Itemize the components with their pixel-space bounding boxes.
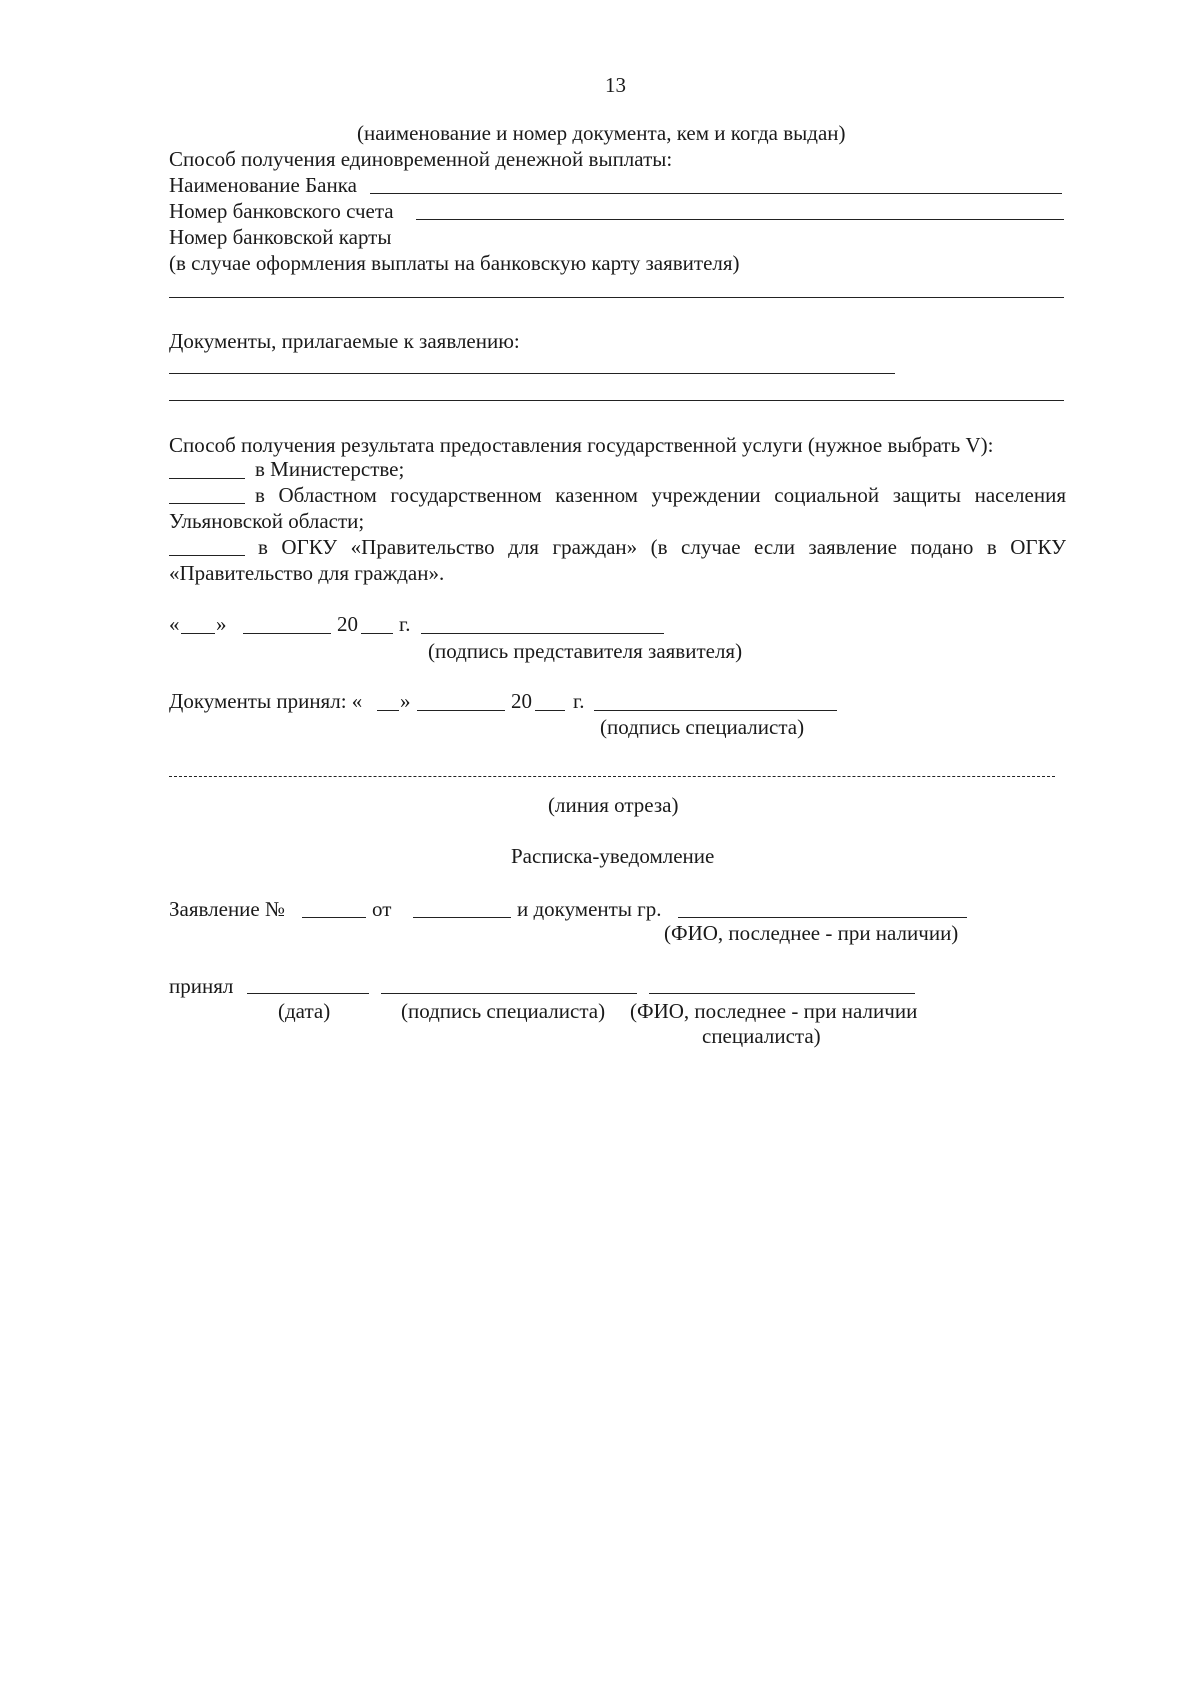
account-label: Номер банковского счета — [169, 199, 394, 223]
receipt-date-caption: (дата) — [278, 999, 331, 1023]
receipt-title: Расписка-уведомление — [511, 844, 715, 868]
citizen-fio-field[interactable] — [678, 917, 967, 918]
page-number: 13 — [605, 73, 626, 97]
attachments-field-2[interactable] — [169, 400, 1064, 401]
receipt-specialist-signature-caption: (подпись специалиста) — [401, 999, 606, 1023]
accepted-label: Документы принял: « — [169, 689, 363, 713]
result-heading: Способ получения результата предоставления государственной услуги (нужное выбрать V): — [169, 433, 994, 457]
attachments-field-1[interactable] — [169, 373, 895, 374]
cut-line — [169, 776, 1055, 777]
attachments-heading: Документы, прилагаемые к заявлению: — [169, 329, 520, 353]
bank-name-field[interactable] — [370, 193, 1062, 194]
receipt-accepted-label: принял — [169, 974, 234, 998]
payment-heading: Способ получения единовременной денежной выплаты: — [169, 147, 673, 171]
accepted-day-field[interactable] — [377, 710, 399, 711]
accepted-month-field[interactable] — [417, 710, 505, 711]
sign-quote-close: » — [216, 612, 227, 636]
citizen-fio-caption: (ФИО, последнее - при наличии) — [664, 921, 959, 945]
application-number-field[interactable] — [302, 917, 366, 918]
account-field[interactable] — [416, 219, 1064, 220]
result-option2-label-line2: Ульяновской области; — [169, 509, 365, 533]
sign-day-field[interactable] — [181, 633, 215, 634]
accepted-year-prefix: 20 — [511, 689, 532, 713]
result-option3-label-line2: «Правительство для граждан». — [169, 561, 445, 585]
representative-signature-caption: (подпись представителя заявителя) — [428, 639, 743, 663]
application-number-label: Заявление № — [169, 897, 286, 921]
receipt-specialist-fio-caption-line2: специалиста) — [702, 1024, 821, 1048]
result-option1-checkbox[interactable] — [169, 478, 245, 479]
result-option3-checkbox[interactable] — [169, 555, 245, 556]
sign-month-field[interactable] — [243, 633, 331, 634]
receipt-specialist-fio-field[interactable] — [649, 993, 915, 994]
receipt-specialist-signature-field[interactable] — [381, 993, 637, 994]
result-option2-checkbox[interactable] — [169, 503, 245, 504]
accepted-quote-close: » — [400, 689, 411, 713]
result-option2-label-line1: в Областном государственном казенном учреждении социальной защиты населения — [255, 483, 1066, 507]
specialist-signature-field[interactable] — [594, 710, 837, 711]
cut-line-caption: (линия отреза) — [548, 793, 679, 817]
result-option3-label-line1: в ОГКУ «Правительство для граждан» (в случае если заявление подано в ОГКУ — [258, 535, 1066, 559]
card-label: Номер банковской карты — [169, 225, 392, 249]
receipt-specialist-fio-caption-line1: (ФИО, последнее - при наличии — [630, 999, 918, 1023]
bank-name-label: Наименование Банка — [169, 173, 357, 197]
specialist-signature-caption: (подпись специалиста) — [600, 715, 805, 739]
sign-quote-open: « — [169, 612, 180, 636]
sign-year-suffix: г. — [399, 612, 411, 636]
card-note: (в случае оформления выплаты на банковскую карту заявителя) — [169, 251, 740, 275]
result-option1-label: в Министерстве; — [255, 457, 405, 481]
document-caption: (наименование и номер документа, кем и когда выдан) — [357, 121, 846, 145]
receipt-date-field[interactable] — [247, 993, 369, 994]
representative-signature-field[interactable] — [421, 633, 664, 634]
application-from-label: от — [372, 897, 392, 921]
sign-year-prefix: 20 — [337, 612, 358, 636]
card-field[interactable] — [169, 297, 1064, 298]
accepted-year-field[interactable] — [535, 710, 565, 711]
accepted-year-suffix: г. — [573, 689, 585, 713]
docs-citizen-label: и документы гр. — [517, 897, 662, 921]
sign-year-field[interactable] — [361, 633, 393, 634]
application-date-field[interactable] — [413, 917, 511, 918]
